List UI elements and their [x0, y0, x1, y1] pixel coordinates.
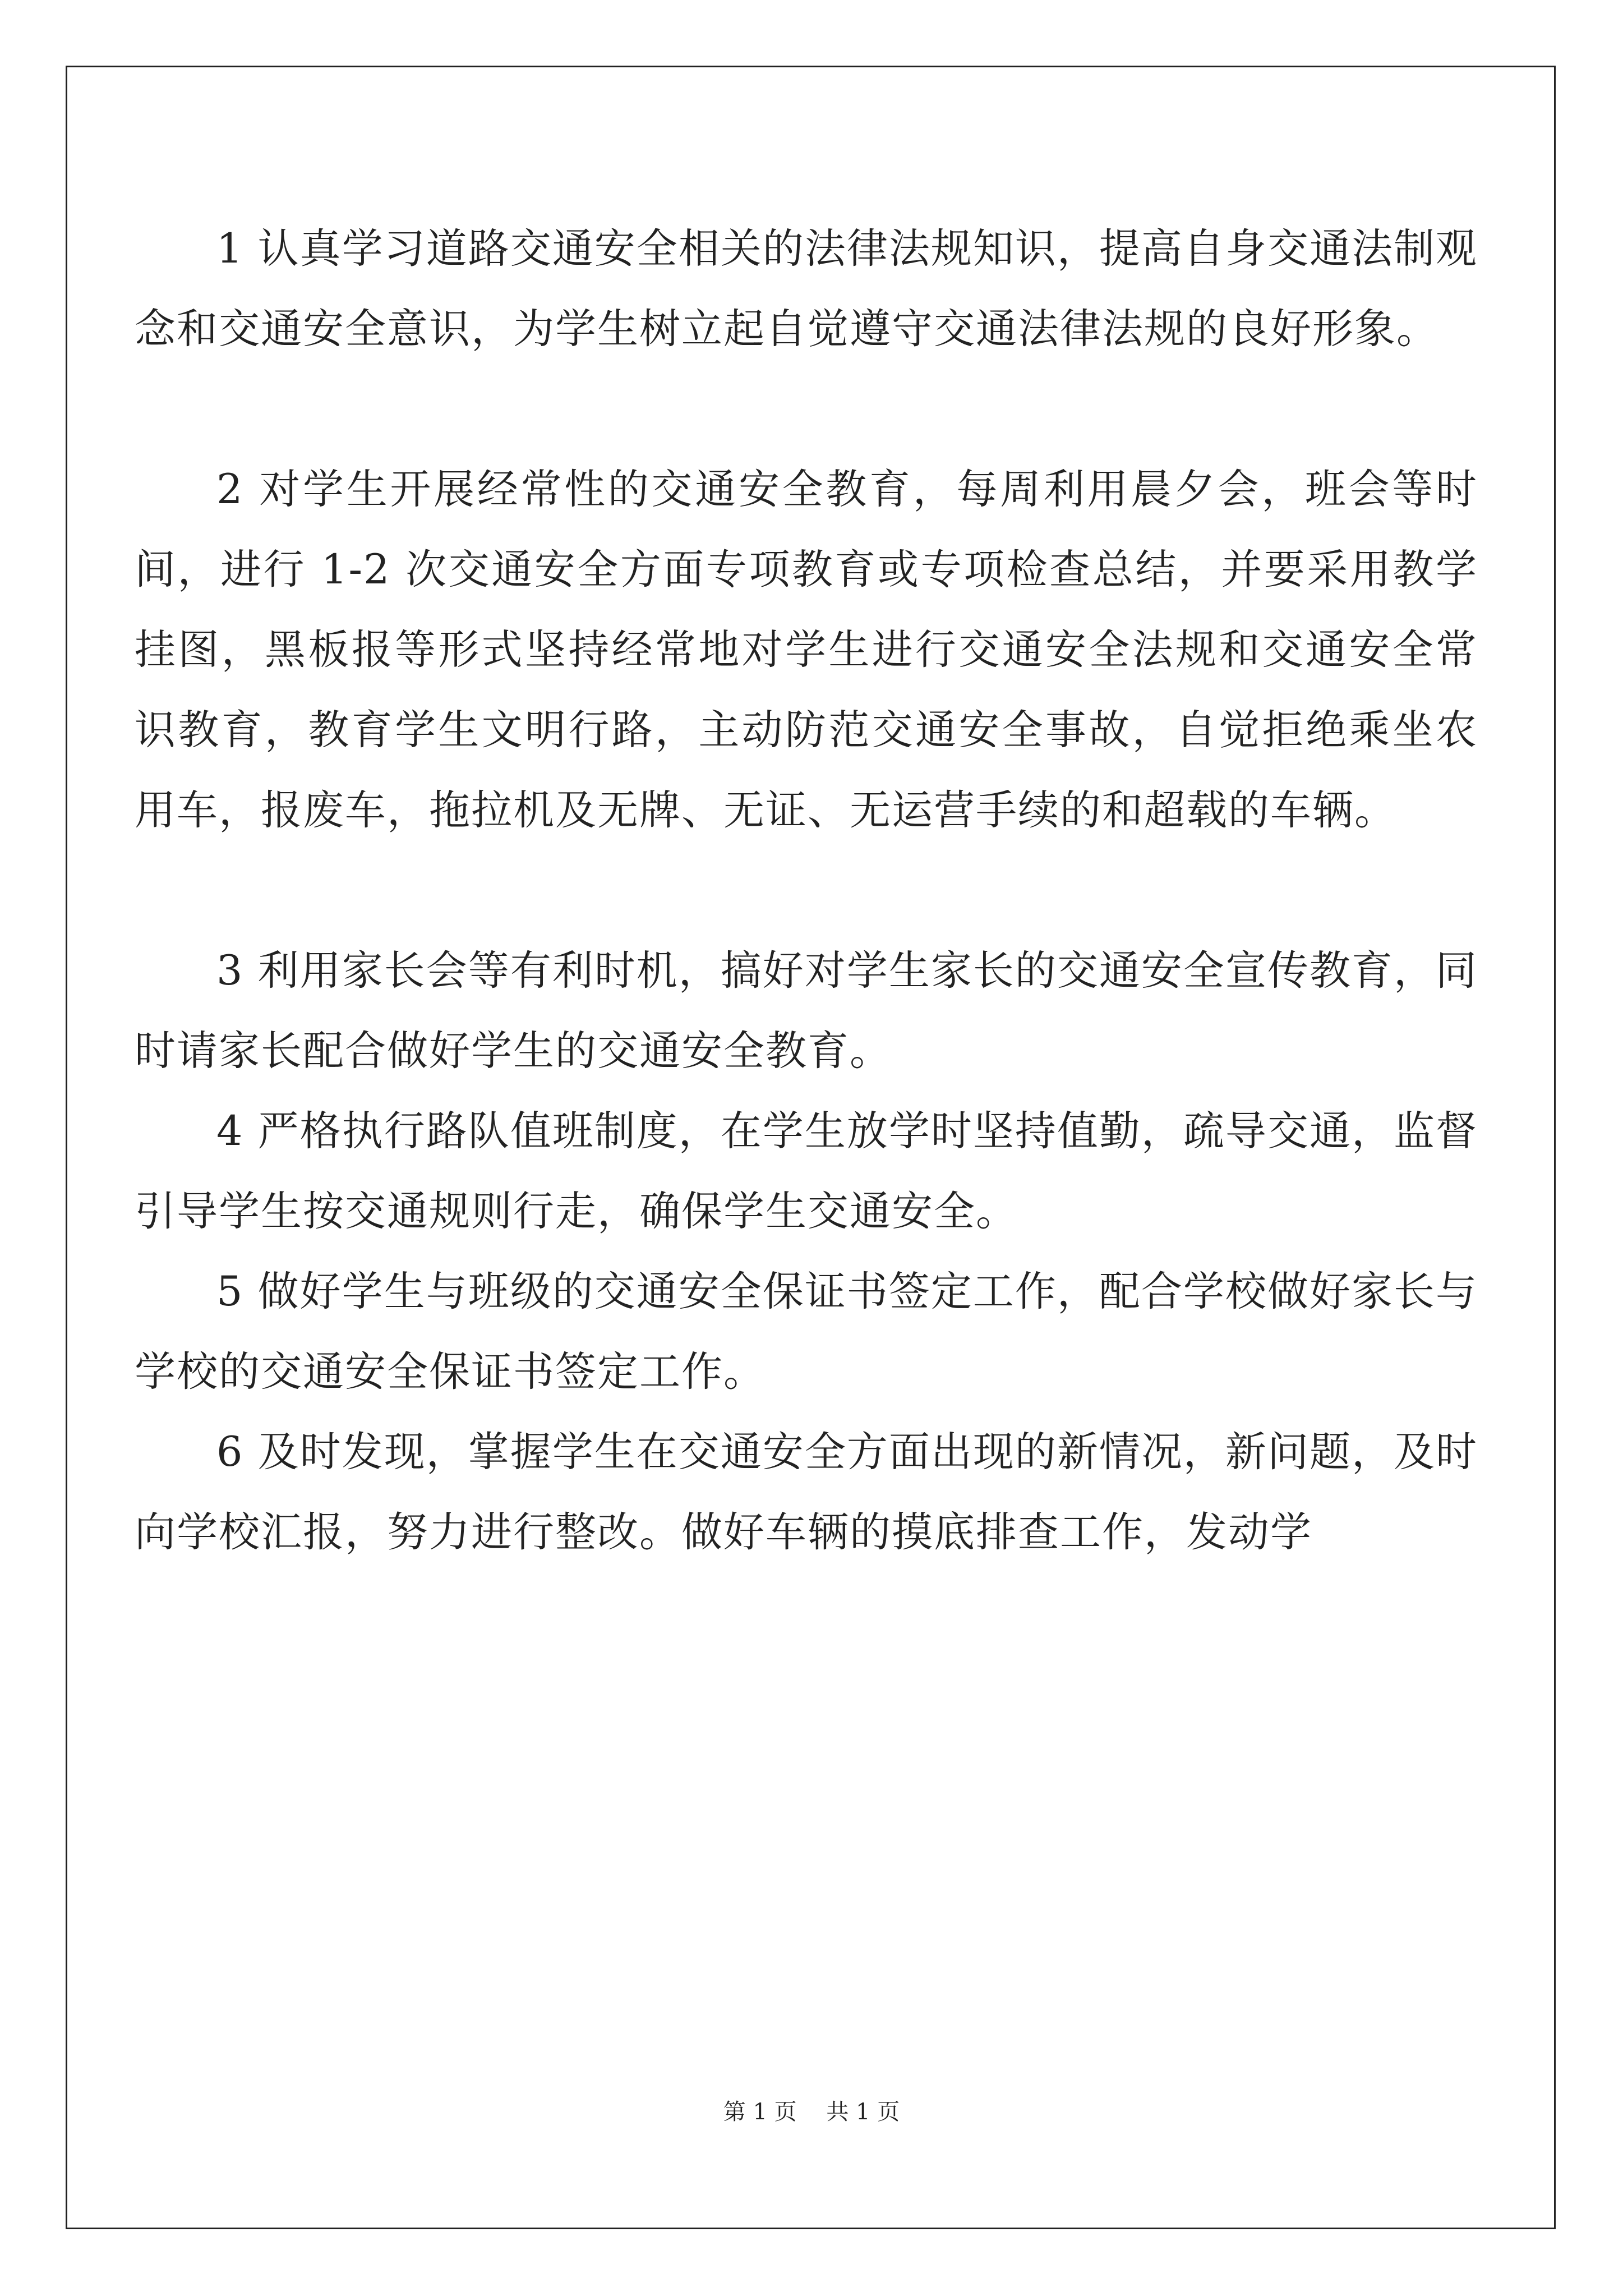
paragraph-5: 5 做好学生与班级的交通安全保证书签定工作，配合学校做好家长与学校的交通安全保证书签定工作。 — [135, 1268, 1478, 1396]
paragraph-3: 3 利用家长会等有利时机，搞好对学生家长的交通安全宣传教育，同时请家长配合做好学生的交通安全教育。 — [135, 947, 1478, 1075]
document-body — [135, 209, 1478, 1572]
paragraph-1: 1 认真学习道路交通安全相关的法律法规知识，提高自身交通法制观念和交通安全意识，为学生树立起自觉遵守交通法律法规的良好形象。 — [135, 225, 1478, 353]
paragraph-2: 2 对学生开展经常性的交通安全教育，每周利用晨夕会，班会等时间，进行 1-2 次交通安全方面专项教育或专项检查总结，并要采用教学挂图，黑板报等形式坚持经常地对学生进行交通安全法规和交通安全常识教育，教育学生文明行路，主动防范交通安全事故，自觉拒绝乘坐农用车，报废车，拖拉机及无牌、无证、无运营手续的和超载的车辆。 — [135, 466, 1478, 834]
paragraph-4: 4 严格执行路队值班制度，在学生放学时坚持值勤，疏导交通，监督引导学生按交通规则行走，确保学生交通安全。 — [135, 1107, 1478, 1235]
paragraph-6: 6 及时发现，掌握学生在交通安全方面出现的新情况，新问题，及时向学校汇报，努力进行整改。做好车辆的摸底排查工作，发动学 — [135, 1428, 1478, 1556]
page-number-footer: 第 1 页 共 1 页 — [723, 2099, 900, 2125]
